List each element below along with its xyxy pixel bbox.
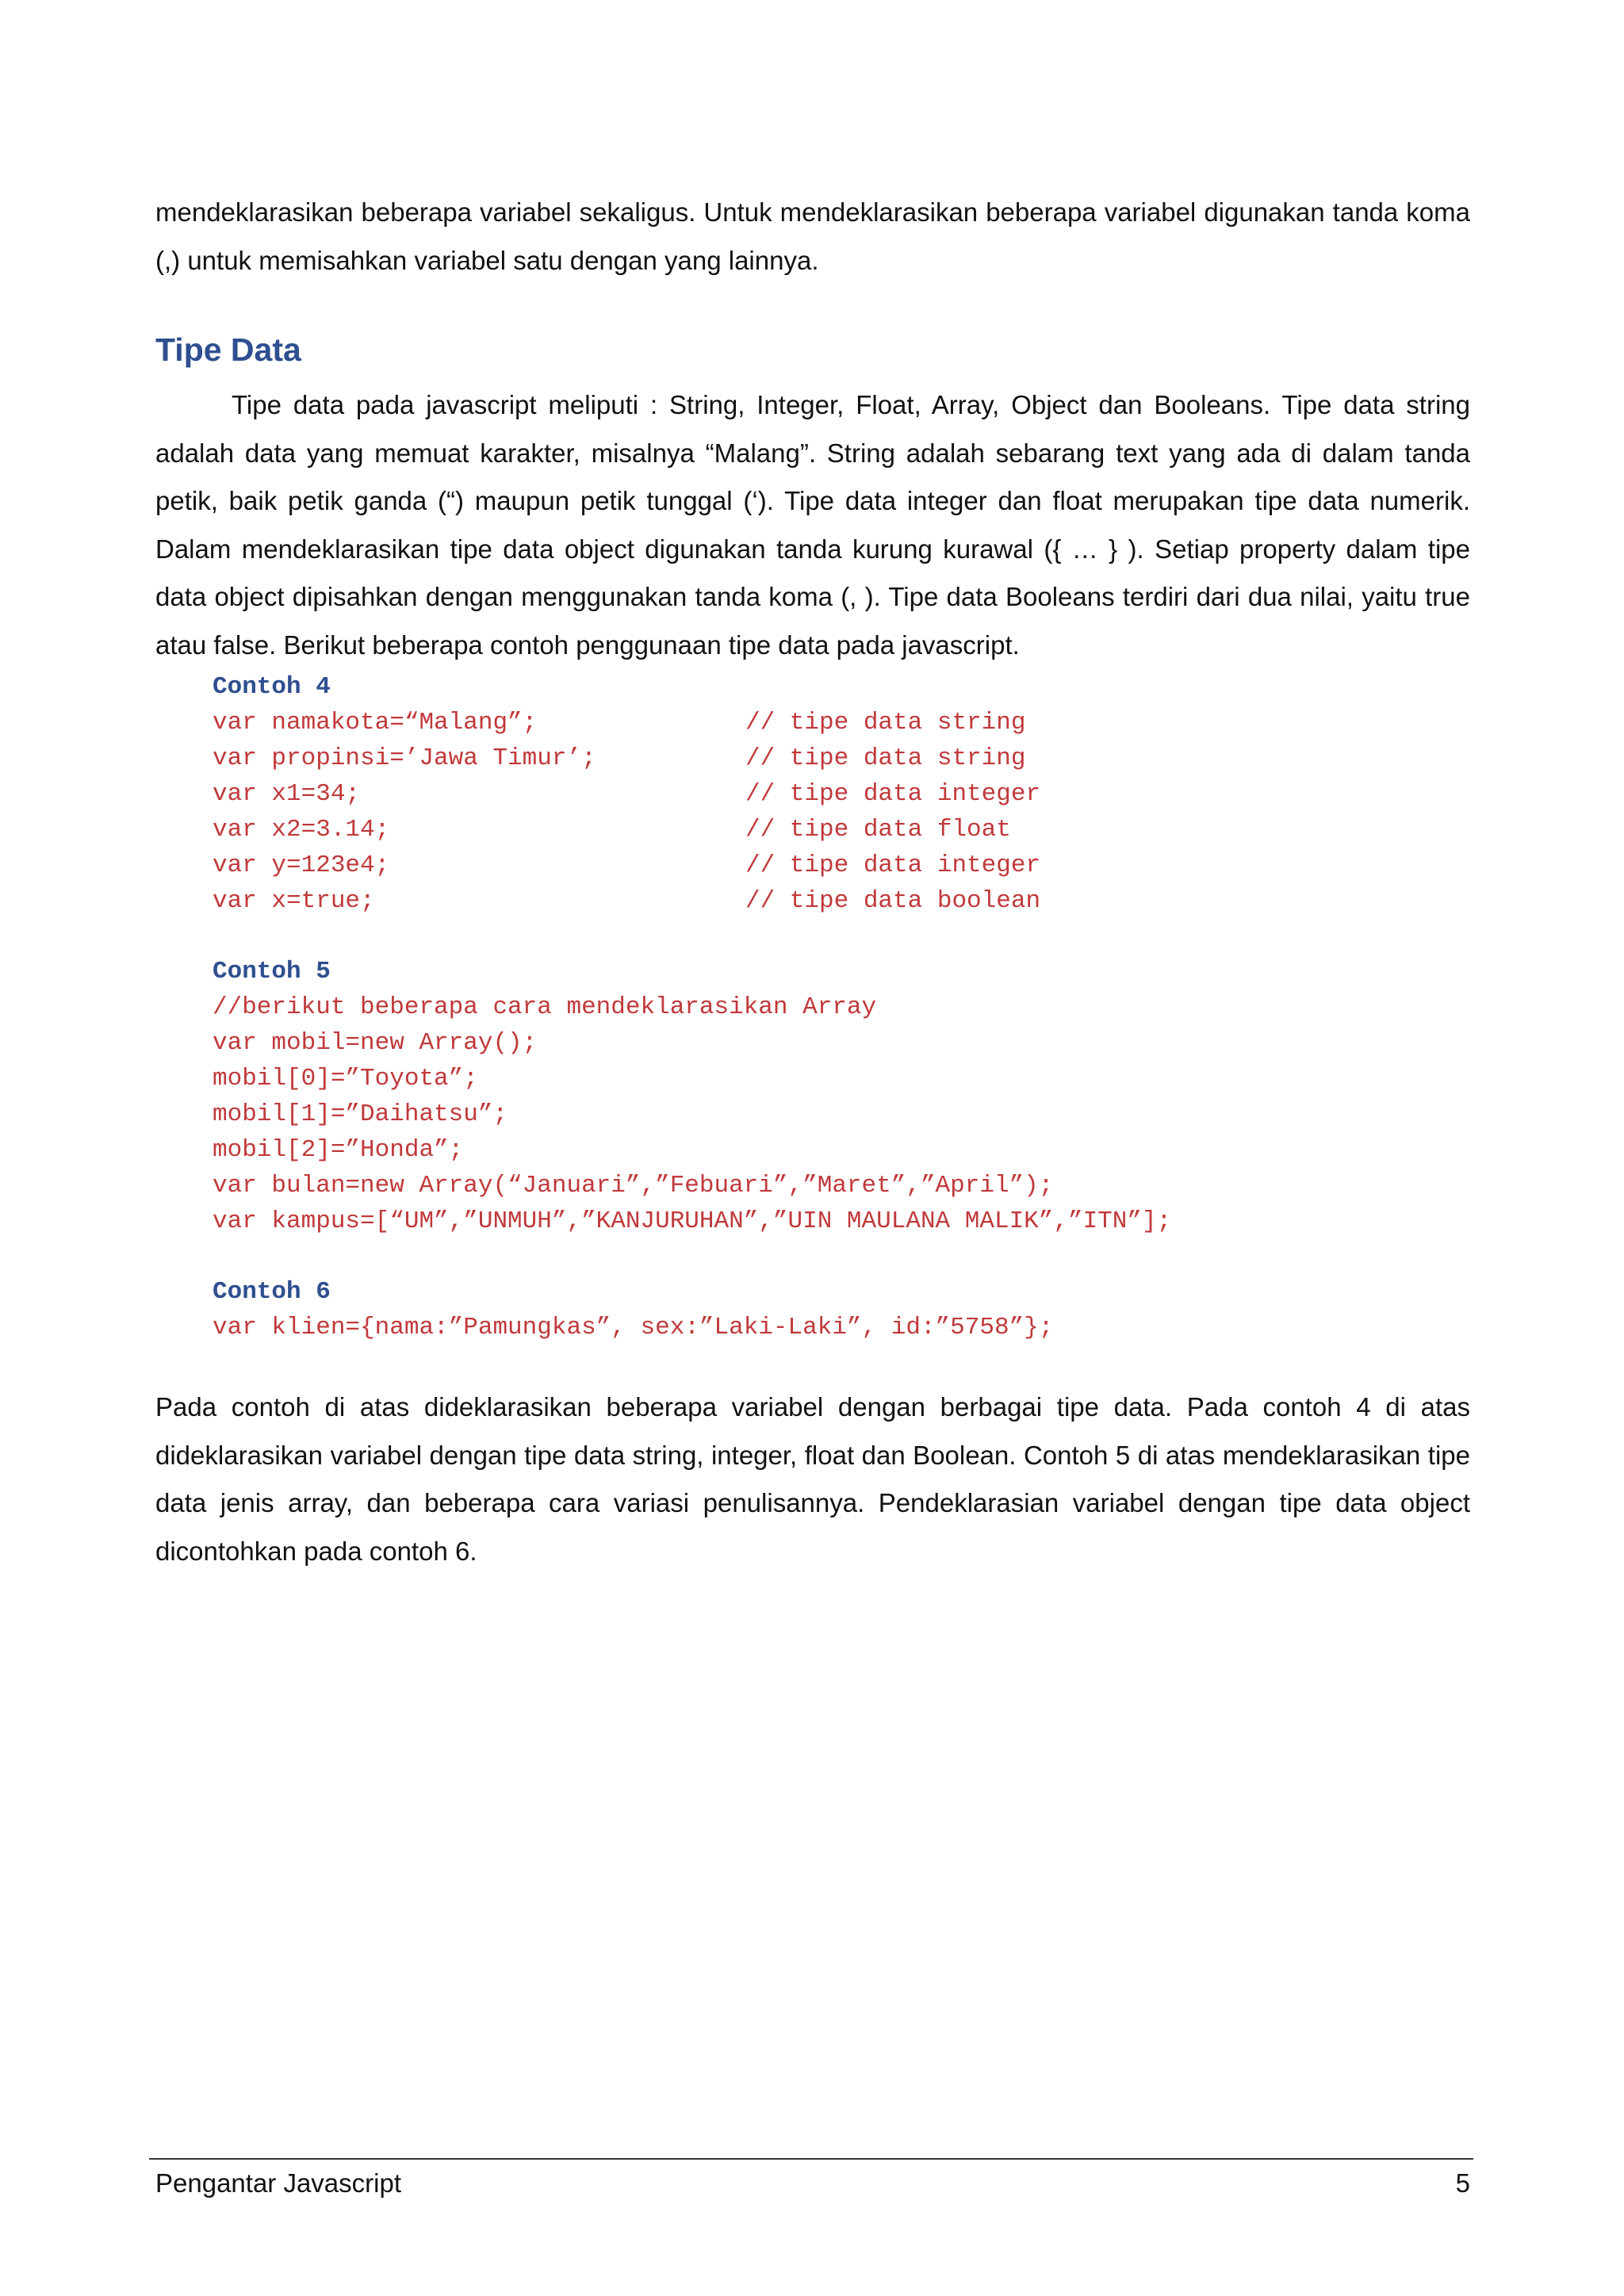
code-line bbox=[213, 848, 1470, 883]
footer-divider bbox=[149, 2158, 1473, 2160]
code-line: var klien={nama:”Pamungkas”, sex:”Laki-Laki”, id:”5758”}; bbox=[213, 1314, 1054, 1341]
closing-paragraph: Pada contoh di atas dideklarasikan beberapa variabel dengan berbagai tipe data. Pada contoh 4 di atas dideklarasikan variabel dengan tipe data string, integer, float dan Boolean. Contoh 5 di atas mendeklarasikan tipe data jenis array, dan beberapa cara variasi penulisannya. Pendeklarasian variabel dengan tipe data object dicontohkan pada contoh 6. bbox=[155, 1392, 1470, 1566]
page-number: 5 bbox=[1455, 2168, 1470, 2198]
code-text: var y=123e4; bbox=[213, 851, 390, 879]
spacer bbox=[155, 1239, 1470, 1274]
example-4-block bbox=[213, 669, 1470, 919]
example-label: Contoh 4 bbox=[213, 673, 331, 701]
code-comment: // tipe data string bbox=[745, 709, 1026, 737]
code-line: mobil[0]=”Toyota”; bbox=[213, 1065, 478, 1093]
example-label: Contoh 6 bbox=[213, 1278, 331, 1306]
code-line bbox=[213, 705, 1470, 740]
code-line bbox=[213, 740, 1470, 776]
code-line: var bulan=new Array(“Januari”,”Febuari”,”Maret”,”April”); bbox=[213, 1172, 1054, 1200]
page-content bbox=[155, 189, 1470, 1575]
code-line bbox=[213, 812, 1470, 848]
code-text: var namakota=“Malang”; bbox=[213, 709, 538, 737]
footer-title: Pengantar Javascript bbox=[155, 2168, 402, 2198]
code-comment: // tipe data boolean bbox=[745, 887, 1041, 915]
code-line bbox=[213, 883, 1470, 919]
code-line: mobil[1]=”Daihatsu”; bbox=[213, 1100, 508, 1128]
intro-paragraph: mendeklarasikan beberapa variabel sekaligus. Untuk mendeklarasikan beberapa variabel digunakan tanda koma (,) untuk memisahkan variabel satu dengan yang lainnya. bbox=[155, 197, 1470, 275]
code-line: //berikut beberapa cara mendeklarasikan Array bbox=[213, 993, 877, 1021]
example-5-block bbox=[213, 954, 1470, 1239]
code-text: var x1=34; bbox=[213, 780, 361, 808]
code-text: var propinsi=’Jawa Timur’; bbox=[213, 744, 596, 772]
code-comment: // tipe data float bbox=[745, 816, 1011, 844]
example-label: Contoh 5 bbox=[213, 958, 331, 985]
code-comment: // tipe data string bbox=[745, 744, 1026, 772]
code-comment: // tipe data integer bbox=[745, 780, 1041, 808]
code-text: var x=true; bbox=[213, 887, 375, 915]
code-comment: // tipe data integer bbox=[745, 851, 1041, 879]
example-6-block bbox=[213, 1274, 1470, 1345]
code-line: var kampus=[“UM”,”UNMUH”,”KANJURUHAN”,”UIN MAULANA MALIK”,”ITN”]; bbox=[213, 1207, 1172, 1235]
code-text: var x2=3.14; bbox=[213, 816, 390, 844]
section-heading: Tipe Data bbox=[155, 331, 301, 368]
section-paragraph: Tipe data pada javascript meliputi : String, Integer, Float, Array, Object dan Booleans. Tipe data string adalah data yang memuat karakter, misalnya “Malang”. String adalah sebarang text yang ada di dalam tanda petik, baik petik ganda (“) maupun petik tunggal (‘). Tipe data integer dan float merupakan tipe data numerik. Dalam mendeklarasikan tipe data object digunakan tanda kurung kurawal ({ … } ). Setiap property dalam tipe data object dipisahkan dengan menggunakan tanda koma (, ). Tipe data Booleans terdiri dari dua nilai, yaitu true atau false. Berikut beberapa contoh penggunaan tipe data pada javascript. bbox=[155, 390, 1470, 660]
spacer bbox=[155, 919, 1470, 954]
code-line bbox=[213, 776, 1470, 812]
code-line: var mobil=new Array(); bbox=[213, 1029, 538, 1057]
code-line: mobil[2]=”Honda”; bbox=[213, 1136, 464, 1164]
